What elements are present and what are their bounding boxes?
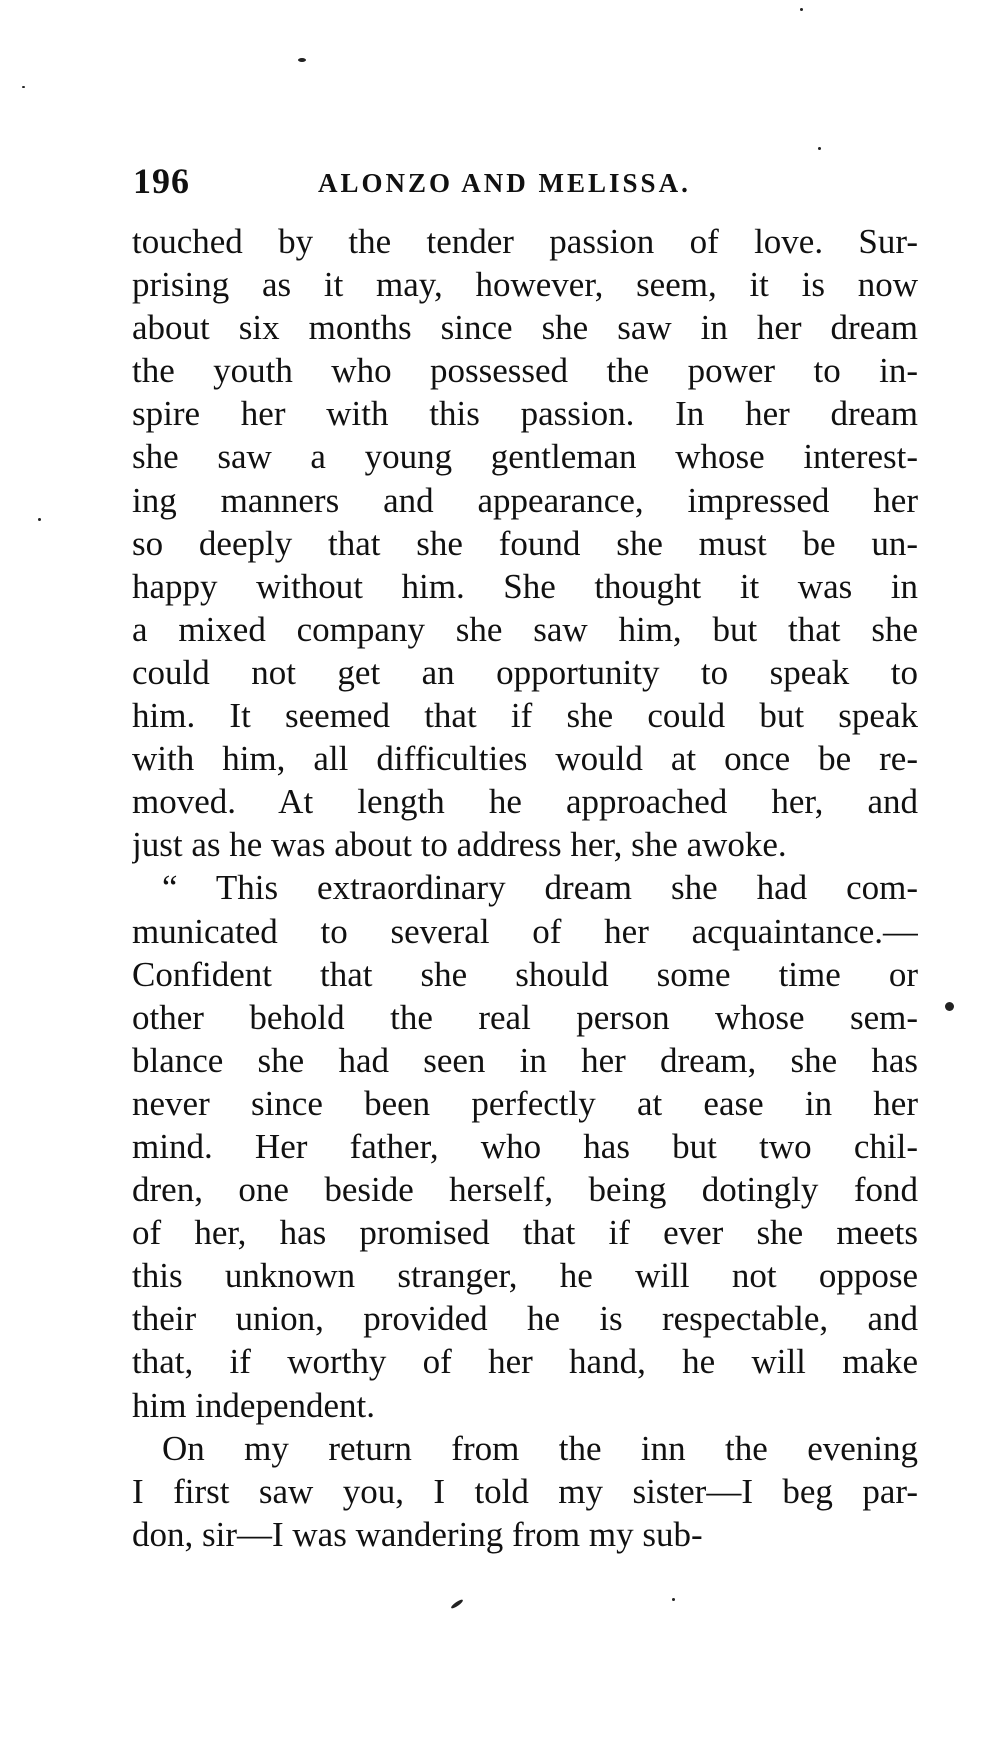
text-line: “ This extraordinary dream she had com- — [162, 868, 918, 908]
page-header — [133, 160, 923, 210]
text-line: prising as it may, however, seem, it is now — [132, 265, 918, 305]
text-line: other behold the real person whose sem- — [132, 997, 918, 1037]
scan-speck — [672, 1598, 675, 1601]
text-line: Confident that she should some time or — [132, 954, 918, 994]
text-line: On my return from the inn the evening — [162, 1428, 918, 1468]
text-line: could not get an opportunity to speak to — [132, 652, 918, 692]
text-line: this unknown stranger, he will not oppose — [132, 1256, 918, 1296]
text-line: with him, all difficulties would at once be re- — [132, 739, 918, 779]
scan-speck — [38, 518, 41, 521]
text-line: the youth who possessed the power to in- — [132, 351, 918, 391]
scan-speck — [22, 86, 25, 88]
text-line: touched by the tender passion of love. Sur- — [132, 222, 918, 261]
text-line: municated to several of her acquaintance.— — [132, 911, 918, 951]
text-line: moved. At length he approached her, and — [132, 782, 918, 822]
text-line: a mixed company she saw him, but that she — [132, 609, 918, 649]
text-line: happy without him. She thought it was in — [132, 566, 918, 606]
text-line: never since been perfectly at ease in her — [132, 1083, 918, 1123]
scan-speck — [298, 58, 306, 62]
running-title: ALONZO AND MELISSA. — [318, 168, 691, 198]
text-line: their union, provided he is respectable, and — [132, 1299, 918, 1339]
body-text — [132, 220, 918, 1556]
text-line: dren, one beside herself, being dotingly fond — [132, 1170, 918, 1210]
text-line: I first saw you, I told my sister—I beg par- — [132, 1471, 918, 1511]
text-line: of her, has promised that if ever she meets — [132, 1213, 918, 1253]
text-line: that, if worthy of her hand, he will make — [132, 1342, 918, 1382]
text-line: she saw a young gentleman whose interest- — [132, 437, 918, 477]
text-line: so deeply that she found she must be un- — [132, 523, 918, 563]
text-line: ing manners and appearance, impressed her — [132, 480, 918, 520]
paragraph — [132, 1427, 918, 1556]
scan-speck — [450, 1598, 464, 1609]
text-line: him. It seemed that if she could but speak — [132, 696, 918, 736]
text-line: don, sir—I was wandering from my sub- — [132, 1514, 703, 1554]
scan-speck — [800, 8, 803, 11]
scan-speck — [945, 1002, 954, 1011]
paragraph — [132, 220, 918, 866]
text-line: spire her with this passion. In her dream — [132, 394, 918, 434]
text-line: mind. Her father, who has but two chil- — [132, 1126, 918, 1166]
scan-speck — [818, 147, 821, 150]
text-line: just as he was about to address her, she awoke. — [132, 825, 787, 865]
text-line: about six months since she saw in her dream — [132, 308, 918, 348]
text-line: him independent. — [132, 1385, 376, 1425]
paragraph — [132, 866, 918, 1426]
page-number: 196 — [133, 161, 190, 201]
text-line: blance she had seen in her dream, she has — [132, 1040, 918, 1080]
